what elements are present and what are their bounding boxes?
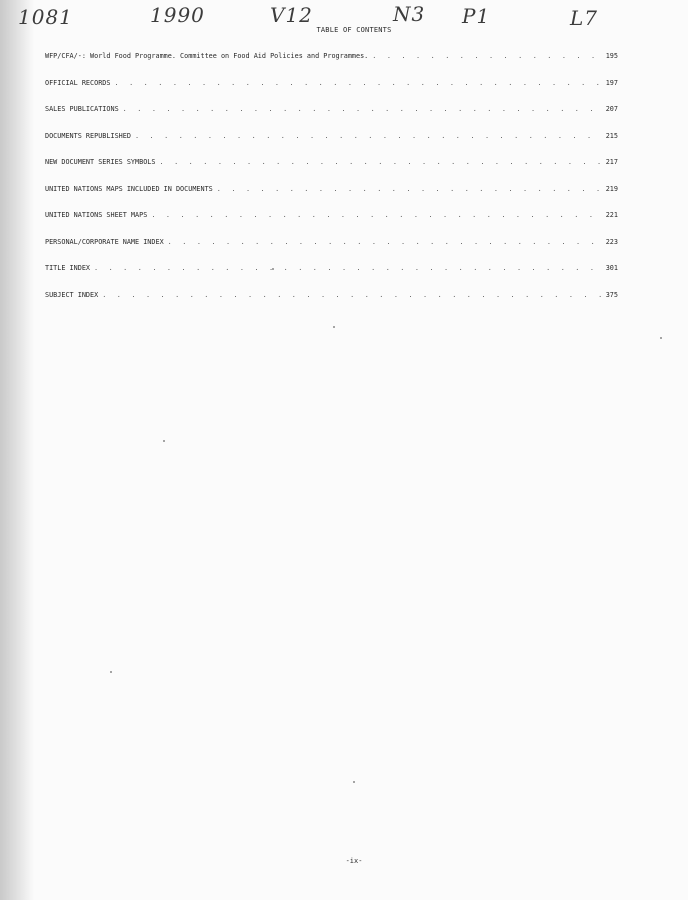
toc-entry [45,79,618,106]
toc-leader-dots [102,291,602,299]
toc-entry-label: PERSONAL/CORPORATE NAME INDEX [45,237,164,246]
toc-entry-label: TITLE INDEX [45,264,91,272]
toc-leader-dots [160,158,602,166]
toc-leader-dots [217,185,602,193]
toc-entry [45,291,618,318]
toc-entry [45,238,618,265]
toc-leader-dots [114,79,601,87]
toc-entry [45,105,618,132]
handwritten-note: N3 [393,2,426,26]
toc-entry-label: UNITED NATIONS SHEET MAPS [45,211,148,219]
toc-entry-label: SALES PUBLICATIONS [45,105,119,113]
toc-leader-dots [151,211,601,219]
toc-leader-dots [168,238,602,246]
toc-entry-page: 301 [605,264,618,272]
toc-leader-dots [135,132,602,140]
toc-entry-page: 375 [605,290,618,299]
scan-edge-shadow [0,0,34,900]
handwritten-note: P1 [462,4,491,28]
handwritten-note: 1081 [18,5,73,29]
toc-entry [45,211,618,238]
toc-entry-page: 197 [605,78,618,87]
handwritten-note: L7 [570,6,599,30]
toc-entry-label: DOCUMENTS REPUBLISHED [45,131,131,140]
handwritten-note: 1990 [150,3,205,27]
toc-entry-label: NEW DOCUMENT SERIES SYMBOLS [45,158,156,166]
page-number: -ix- [345,857,363,865]
handwritten-note: V12 [270,3,313,27]
toc-leader-dots [372,52,601,60]
table-of-contents [45,52,618,317]
scan-speck [660,337,662,339]
scan-speck [353,781,355,783]
scan-speck [333,326,335,328]
toc-entry [45,52,618,79]
toc-entry [45,264,618,291]
handwritten-annotations [0,0,688,40]
toc-entry-page: 223 [605,237,618,246]
scan-speck [163,440,165,442]
toc-entry [45,158,618,185]
toc-leader-dots [123,105,602,113]
toc-entry-label: OFFICIAL RECORDS [45,78,111,87]
page-title: TABLE OF CONTENTS [316,26,392,34]
scan-speck [110,671,112,673]
toc-entry-page: 195 [605,52,618,60]
toc-entry-page: 221 [605,211,618,219]
toc-entry-page: 215 [605,131,618,140]
scan-speck [272,268,274,270]
toc-entry-label: WFP/CFA/-: World Food Programme. Committee on Food Aid Policies and Programmes. [45,52,369,60]
toc-leader-dots [94,264,602,272]
toc-entry-page: 207 [605,105,618,113]
toc-entry-page: 217 [605,158,618,166]
toc-entry [45,132,618,159]
toc-entry [45,185,618,212]
toc-entry-page: 219 [605,184,618,193]
toc-entry-label: UNITED NATIONS MAPS INCLUDED IN DOCUMENTS [45,184,213,193]
toc-entry-label: SUBJECT INDEX [45,290,99,299]
